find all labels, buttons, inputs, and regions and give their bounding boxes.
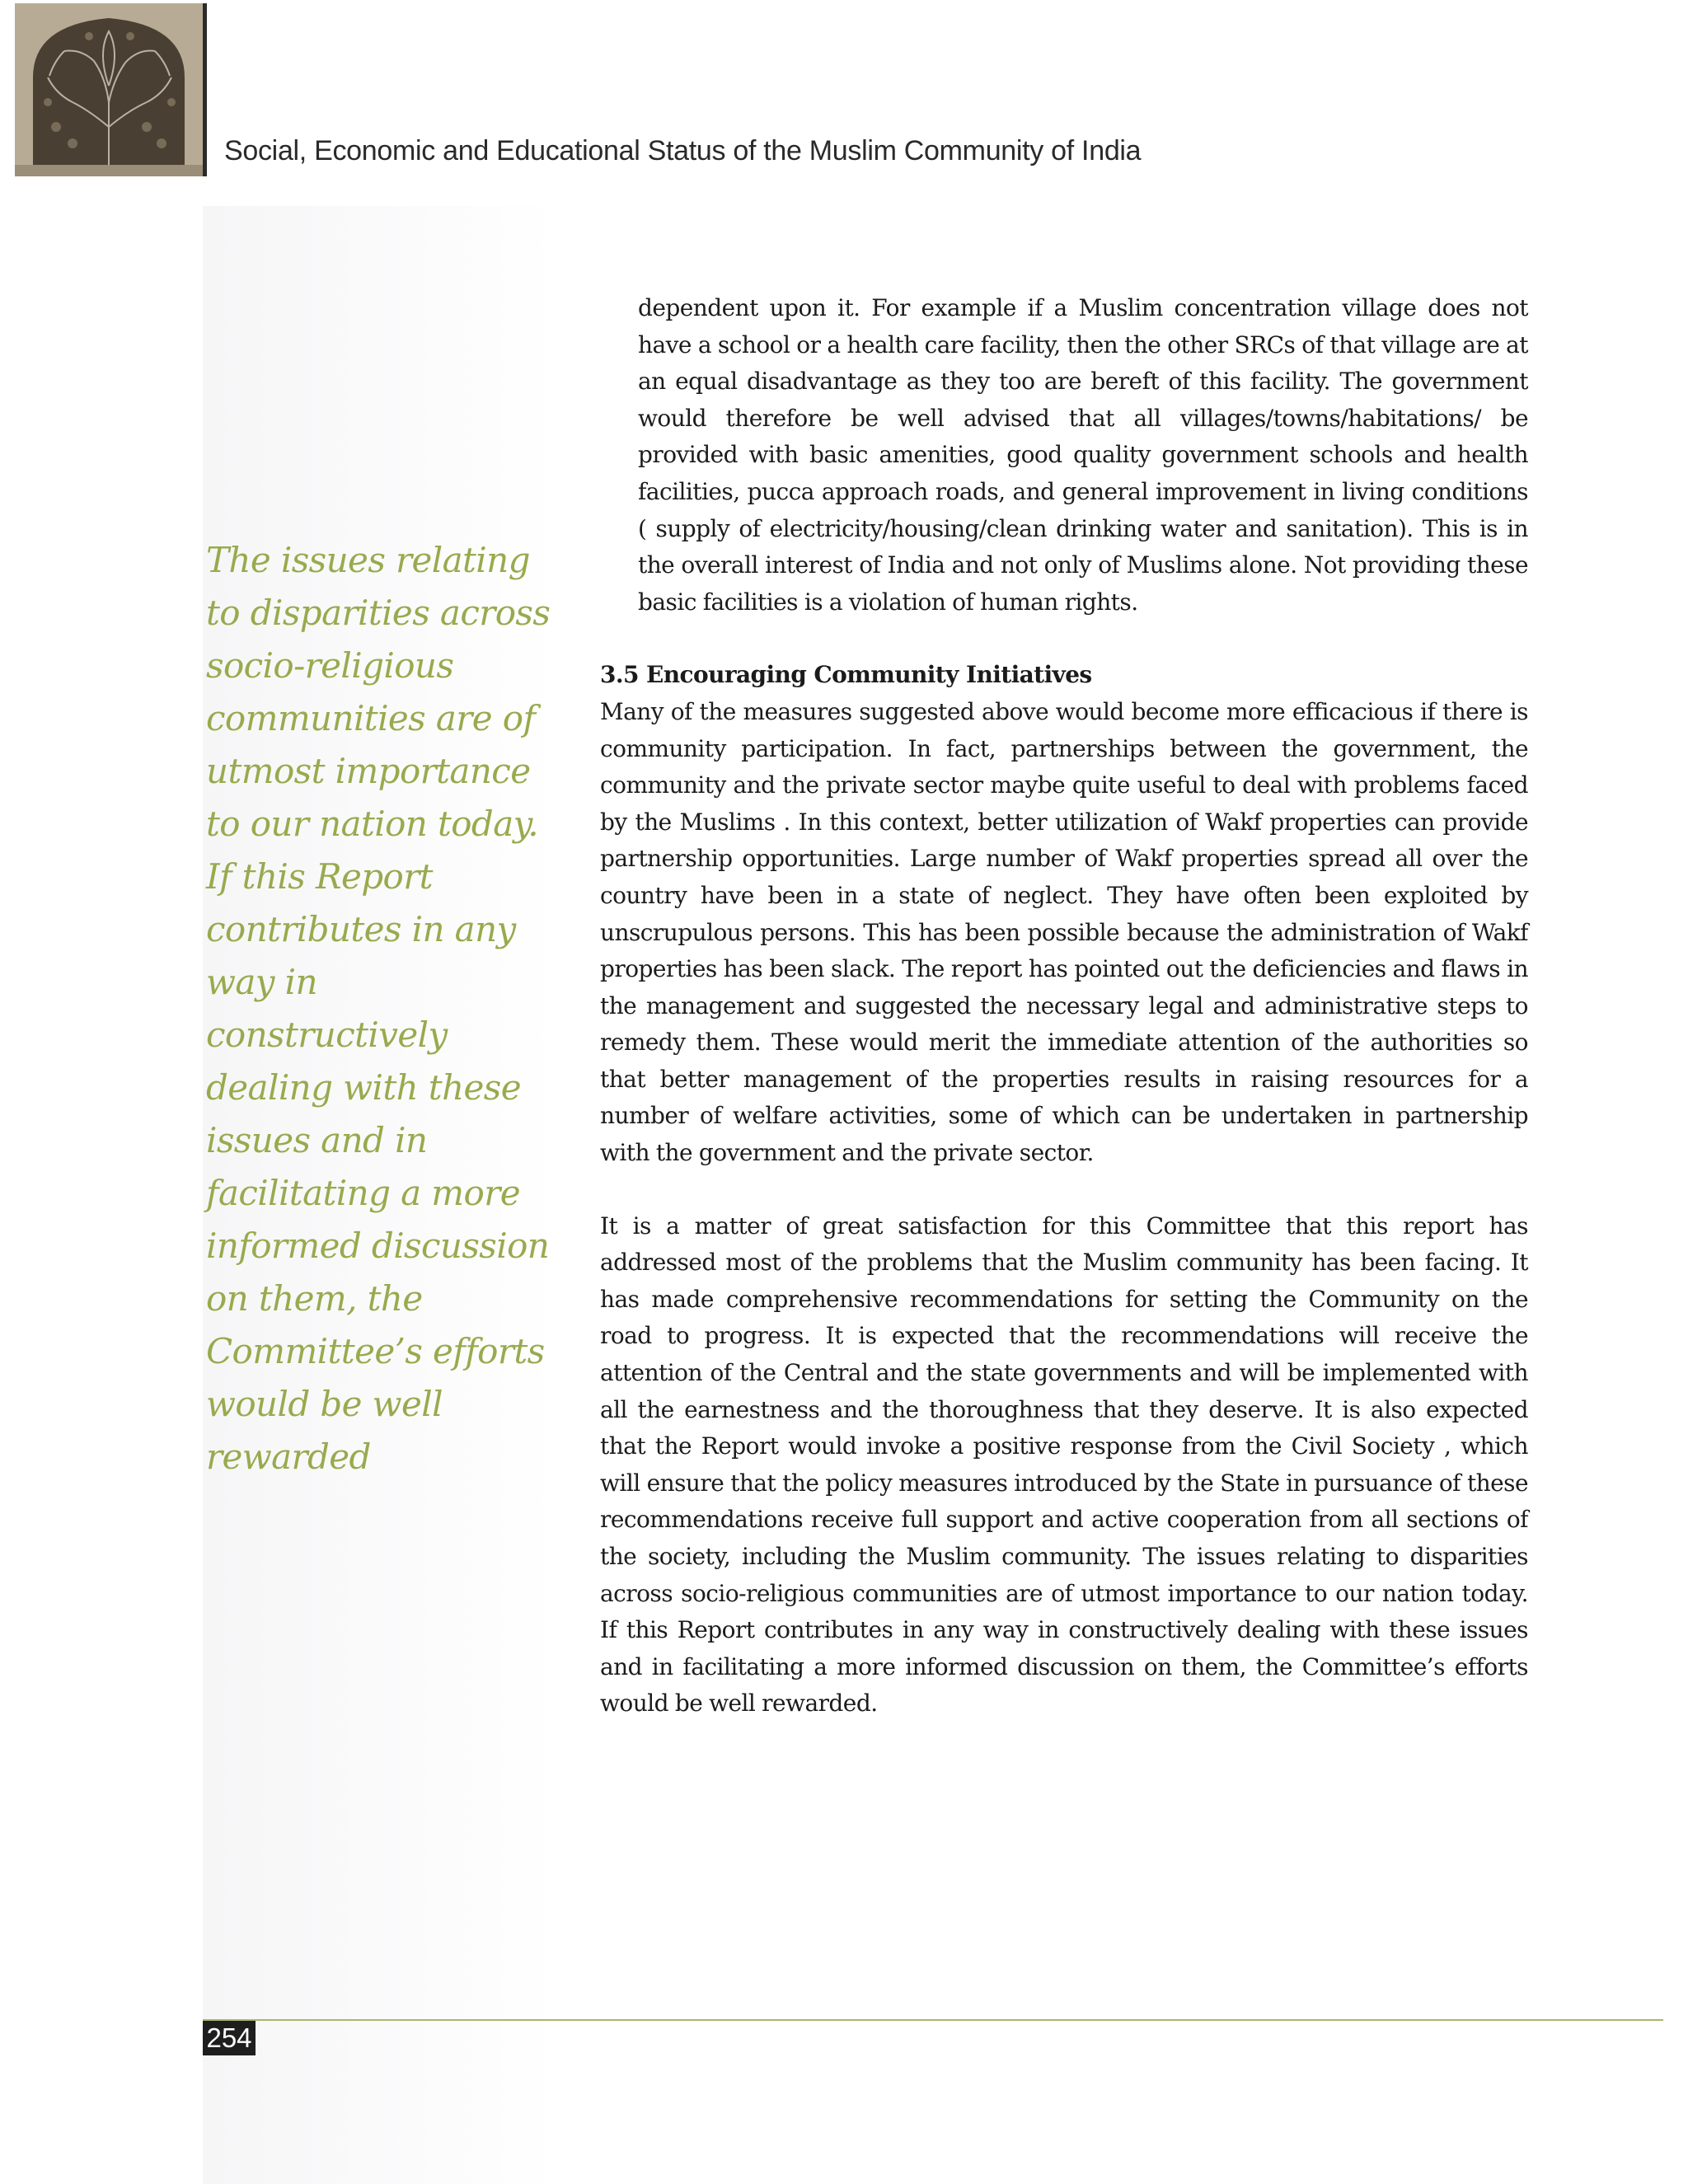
section-heading: 3.5 Encouraging Community Initiatives: [600, 661, 1092, 689]
paragraph-community-initiatives: Many of the measures suggested above would become more efficacious if there is community participation. In fact, partnerships between the government, the community and the private sector maybe quite useful to deal with problems faced by the Muslims . In this context, better utilization of Wakf properties can provide partnership opportunities. Large number of Wakf properties spread all over the country have been in a state of neglect. They have often been exploited by unscrupulous persons. This has been possible because the administration of Wakf properties has been slack. The report has pointed out the deficiencies and flaws in the management and suggested the necessary legal and administrative steps to remedy them. These would merit the immediate attention of the authorities so that better management of the properties results in raising resources for a number of welfare activities, some of which can be undertaken in partnership with the government and the private sector.: [600, 697, 1528, 1167]
pull-quote: The issues relating to disparities across socio-religious communities are of utmost importance to our nation today. If this Report contributes in any way in constructively dealing with these issues and in facilitating a more informed discussion on them, the Committee’s efforts would be well rewarded: [206, 540, 551, 1477]
footer-divider: [203, 2019, 1663, 2021]
continued-paragraph: dependent upon it. For example if a Muslim concentration village does not have a school or a health care facility, then the other SRCs of that village are at an equal disadvantage as they too are bereft of this facility. The government would therefore be well advised that all villages/towns/habitations/ be provided with basic amenities, good quality government schools and health facilities, pucca approach roads, and general improvement in living conditions ( supply of electricity/housing/clean drinking water and sanitation). This is in the overall interest of India and not only of Muslims alone. Not providing these basic facilities is a violation of human rights.: [638, 294, 1528, 616]
header-emblem-image: [15, 3, 207, 176]
main-text-column: [600, 290, 1528, 1722]
paragraph-conclusion: It is a matter of great satisfaction for this Committee that this report has addressed most of the problems that the Muslim community has been facing. It has made comprehensive recommendations for setting the Community on the road to progress. It is expected that the recommendations will receive the attention of the Central and the state governments and will be implemented with all the earnestness and the thoroughness that they deserve. It is also expected that the Report would invoke a positive response from the Civil Society , which will ensure that the policy measures introduced by the State in pursuance of these recommendations receive full support and active cooperation from all sections of the society, including the Muslim community. The issues relating to disparities across socio-religious communities are of utmost importance to our nation today. If this Report contributes in any way in constructively dealing with these issues and in facilitating a more informed discussion on them, the Committee’s efforts would be well rewarded.: [600, 1212, 1528, 1718]
page-number-badge: 254: [203, 2021, 256, 2055]
running-header-title: Social, Economic and Educational Status of the Muslim Community of India: [224, 135, 1142, 166]
